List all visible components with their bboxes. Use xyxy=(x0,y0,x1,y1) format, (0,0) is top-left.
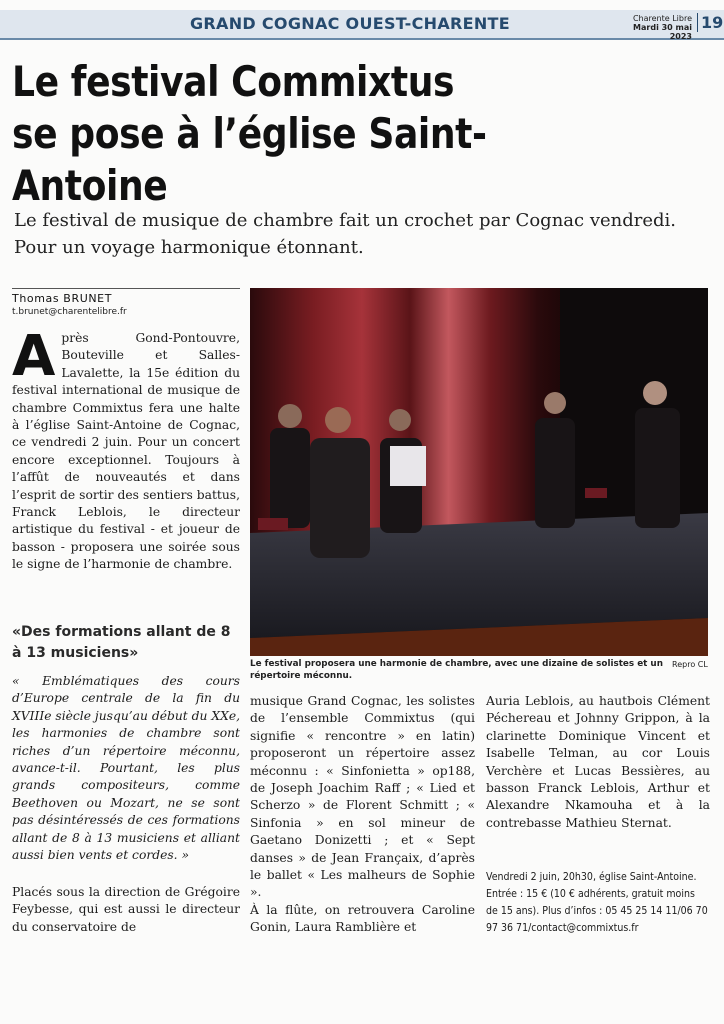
concert-photo xyxy=(250,288,708,656)
newspaper-name: Charente Libre xyxy=(632,14,692,23)
headline-line-1: Le festival Commixtus xyxy=(12,57,455,106)
section-title: GRAND COGNAC OUEST-CHARENTE xyxy=(190,14,510,33)
publication-date: Mardi 30 mai 2023 xyxy=(633,23,692,41)
quote-paragraph: « Emblématiques des cours d’Europe centrale de la fin du XVIIIe siècle jusqu’au début du XXe, les harmonies de chambre sont riches d’un répertoire méconnu, avance-t-il. Pourtant, les plus grands compositeurs, comme Beethoven ou Mozart, ne se sont pas désintéressés de ces formations allant de 8 à 13 musiciens et alliant aussi bien vents et cordes. » xyxy=(12,674,241,863)
headline xyxy=(12,56,614,212)
event-info: Vendredi 2 juin, 20h30, église Saint-Antoine. Entrée : 15 € (10 € adhérents, gratuit moins de 15 ans). Plus d’infos : 05 45 25 14 11/06 70 97 36 71/contact@commixtus.fr xyxy=(486,871,708,934)
column-2-paragraph-2: À la flûte, on retrouvera Caroline Gonin, Laura Ramblière et xyxy=(250,902,475,935)
author-name: Thomas BRUNET xyxy=(12,292,113,305)
headline-line-2: se pose à l’église Saint-Antoine xyxy=(12,109,487,210)
byline-rule xyxy=(12,288,240,289)
subheading: «Des formations allant de 8 à 13 musiciens» xyxy=(12,624,231,661)
author-email[interactable]: t.brunet@charentelibre.fr xyxy=(12,307,127,317)
column-2-text: musique Grand Cognac, les solistes de l’ensemble Commixtus (qui signifie « rencontre » en latin) proposeront un répertoire assez méconnu : « Sinfonietta » op188, de Joseph Joachim Raff ; « Lied et Scherzo » de Florent Schmitt ; « Sinfonia » en sol mineur de Gaetano Donizetti ; et « Sept danses » de Jean Françaix, d’après le ballet « Les malheurs de Sophie ». xyxy=(250,694,475,900)
column-2 xyxy=(250,693,475,937)
paper-info xyxy=(612,14,692,41)
lead-paragraph xyxy=(12,324,240,574)
concert-photo-image xyxy=(250,288,708,656)
photo-credit: Repro CL xyxy=(672,660,708,669)
standfirst: Le festival de musique de chambre fait un crochet par Cognac vendredi. Pour un voyage harmonique étonnant. xyxy=(14,210,677,258)
column1-continuation: Placés sous la direction de Grégoire Feybesse, qui est aussi le directeur du conservatoire de xyxy=(12,885,240,934)
drop-cap: A xyxy=(12,324,56,389)
photo-caption: Le festival proposera une harmonie de chambre, avec une dizaine de solistes et un répertoire méconnu. xyxy=(250,659,663,681)
lead-text: près Gond-Pontouvre, Bouteville et Salles-Lavalette, la 15e édition du festival international de musique de chambre Commixtus fera une halte à l’église Saint-Antoine de Cognac, ce vendredi 2 juin. Pour un concert encore exceptionnel. Toujours à l’affût de nouveautés et dans l’esprit de sortir des sentiers battus, Franck Leblois, le directeur artistique du festival - et joueur de basson - proposera une soirée sous le signe de l’harmonie de chambre. xyxy=(12,331,240,572)
page-number: 19 xyxy=(697,13,723,32)
column-3: Auria Leblois, au hautbois Clément Péchereau et Johnny Grippon, à la clarinette Dominique Vincent et Isabelle Telman, au cor Louis Verchère et Lucas Bessières, au basson Franck Leblois, Arthur et Alexandre Nkamouha et à la contrebasse Mathieu Sternat. xyxy=(486,694,710,830)
